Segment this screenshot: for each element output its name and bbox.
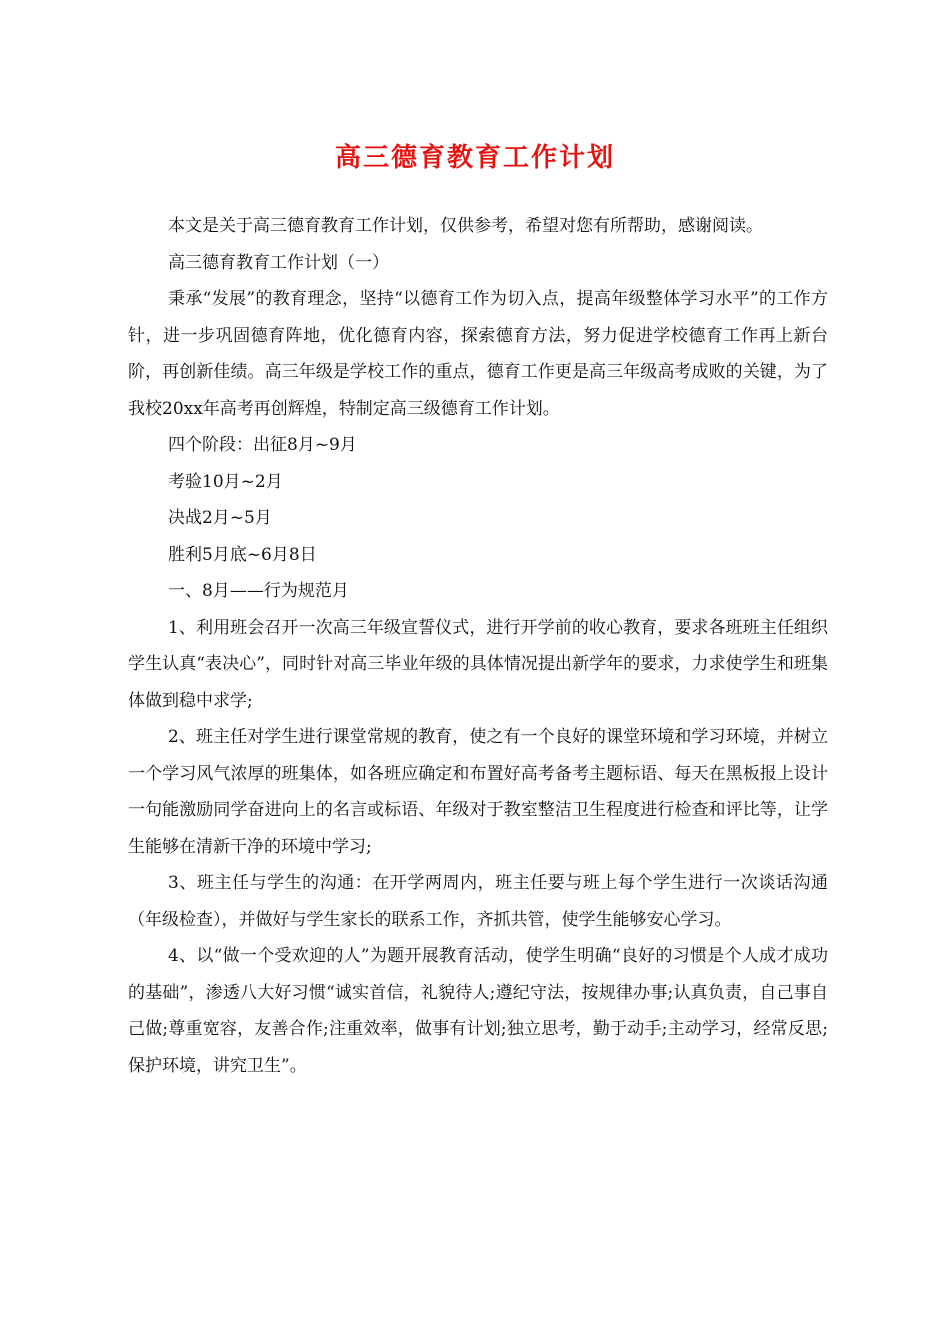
list-item: 4、以“做一个受欢迎的人”为题开展教育活动，使学生明确“良好的习惯是个人成才成功的基础”，渗透八大好习惯“诚实首信，礼貌待人;遵纪守法，按规律办事;认真负责，自己事自己做;尊重宽容，友善合作;注重效率，做事有计划;独立思考，勤于动手;主动学习，经常反思;保护环境，讲究卫生”。 xyxy=(128,946,828,1076)
document-title: 高三德育教育工作计划 xyxy=(334,143,615,173)
list-item: 2、班主任对学生进行课堂常规的教育，使之有一个良好的课堂环境和学习环境，并树立一个学习风气浓厚的班集体，如各班应确定和布置好高考备考主题标语、每天在黑板报上设计一句能激励同学奋进向上的名言或标语、年级对于教室整洁卫生程度进行检查和评比等，让学生能够在清新干净的环境中学习; xyxy=(128,727,828,857)
intro-paragraph: 本文是关于高三德育教育工作计划，仅供参考，希望对您有所帮助，感谢阅读。 xyxy=(168,216,763,236)
stage-line: 决战2月~5月 xyxy=(168,508,272,528)
stage-line: 四个阶段：出征8月~9月 xyxy=(168,435,357,455)
stage-line: 考验10月~2月 xyxy=(168,471,283,492)
stage-line: 胜利5月底~6月8日 xyxy=(168,544,317,565)
list-item: 1、利用班会召开一次高三年级宣誓仪式，进行开学前的收心教育，要求各班班主任组织学生认真“表决心”，同时针对高三毕业年级的具体情况提出新学年的要求，力求使学生和班集体做到稳中求学; xyxy=(128,617,828,711)
body-paragraph: 秉承“发展”的教育理念，坚持“以德育工作为切入点，提高年级整体学习水平”的工作方针，进一步巩固德育阵地，优化德育内容，探索德育方法，努力促进学校德育工作再上新台阶，再创新佳绩。高三年级是学校工作的重点，德育工作更是高三年级高考成败的关键，为了我校20xx年高考再创辉煌，特制定高三级德育工作计划。 xyxy=(128,289,828,419)
subsection-heading: 一、8月——行为规范月 xyxy=(168,581,349,601)
list-item: 3、班主任与学生的沟通：在开学两周内，班主任要与班上每个学生进行一次谈话沟通（年级检查），并做好与学生家长的联系工作，齐抓共管，使学生能够安心学习。 xyxy=(128,873,828,930)
document-body xyxy=(128,208,828,1084)
section-heading: 高三德育教育工作计划（一） xyxy=(168,252,389,273)
